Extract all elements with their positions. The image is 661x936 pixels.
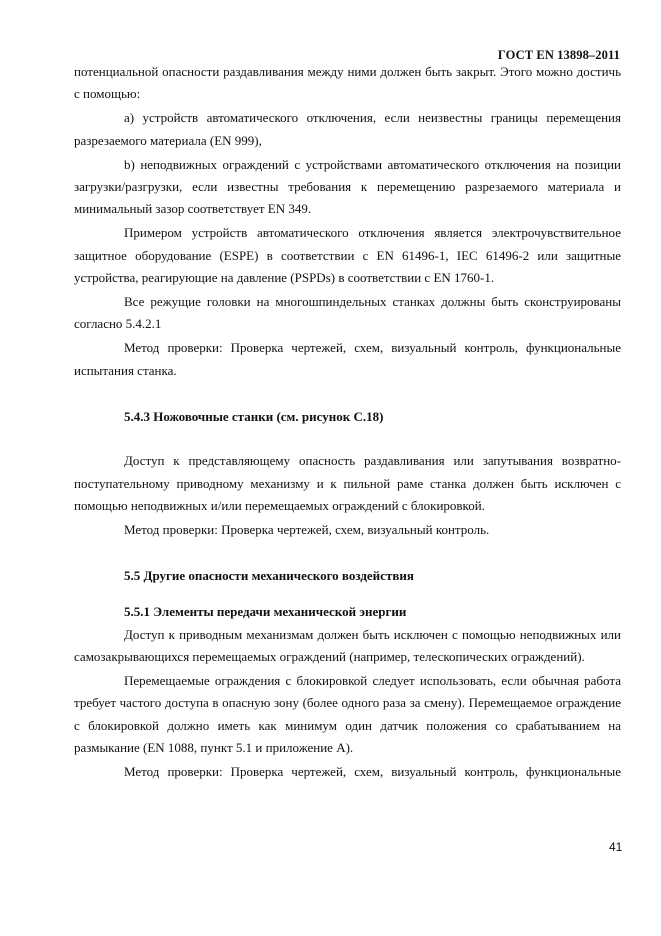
paragraph: Примером устройств автоматического отключения является электрочувствительное защитное оборудование (ESPE) в соответствии с EN 61496-1, IEC 61496-2 или защитные устройства, реагирующие на давление (PSPDs) в соответствии с EN 1760-1. — [74, 225, 621, 286]
section-heading-5-4-3: 5.4.3 Ножовочные станки (см. рисунок С.18) — [124, 408, 384, 424]
paragraph: Доступ к представляющему опасность раздавливания или запутывания возвратно-поступательному приводному механизму и к пильной раме станка должен быть исключен с помощью неподвижных и/или перемещаемых ограждений с блокировкой. — [74, 453, 621, 513]
paragraph: потенциальной опасности раздавливания между ними должен быть закрыт. Этого можно достичь с помощью: — [74, 64, 621, 102]
verification-method: Метод проверки: Проверка чертежей, схем, визуальный контроль, функциональные — [124, 763, 621, 779]
list-item-b: b) неподвижных ограждений с устройствами автоматического отключения на позиции загрузки/разгрузки, если известны требования к перемещению разрезаемого материала и минимальный зазор соответствует EN 349. — [74, 156, 621, 217]
paragraph: Перемещаемые ограждения с блокировкой следует использовать, если обычная работа требует частого доступа в опасную зону (более одного раза за смену). Перемещаемое ограждение с блокировкой должно иметь как минимум один датчик положения со срабатыванием на размыкание (EN 1088, пункт 5.1 и приложение А). — [74, 672, 621, 756]
verification-method: Метод проверки: Проверка чертежей, схем, визуальный контроль. — [124, 521, 490, 537]
section-heading-5-5: 5.5 Другие опасности механического воздействия — [124, 567, 414, 583]
standard-code-header: ГОСТ EN 13898–2011 — [497, 48, 620, 62]
verification-method: Метод проверки: Проверка чертежей, схем, визуальный контроль, функциональные испытания станка. — [74, 340, 621, 378]
document-body — [74, 61, 621, 785]
paragraph: Доступ к приводным механизмам должен быть исключен с помощью неподвижных или самозакрывающихся перемещаемых ограждений (например, телескопических ограждений). — [74, 626, 621, 664]
list-item-a: а) устройств автоматического отключения, если неизвестны границы перемещения разрезаемого материала (EN 999), — [74, 110, 621, 148]
page-number: 41 — [609, 840, 623, 854]
section-heading-5-5-1: 5.5.1 Элементы передачи механической энергии — [124, 604, 407, 620]
paragraph: Все режущие головки на многошпиндельных станках должны быть сконструированы согласно 5.4.2.1 — [74, 294, 621, 332]
